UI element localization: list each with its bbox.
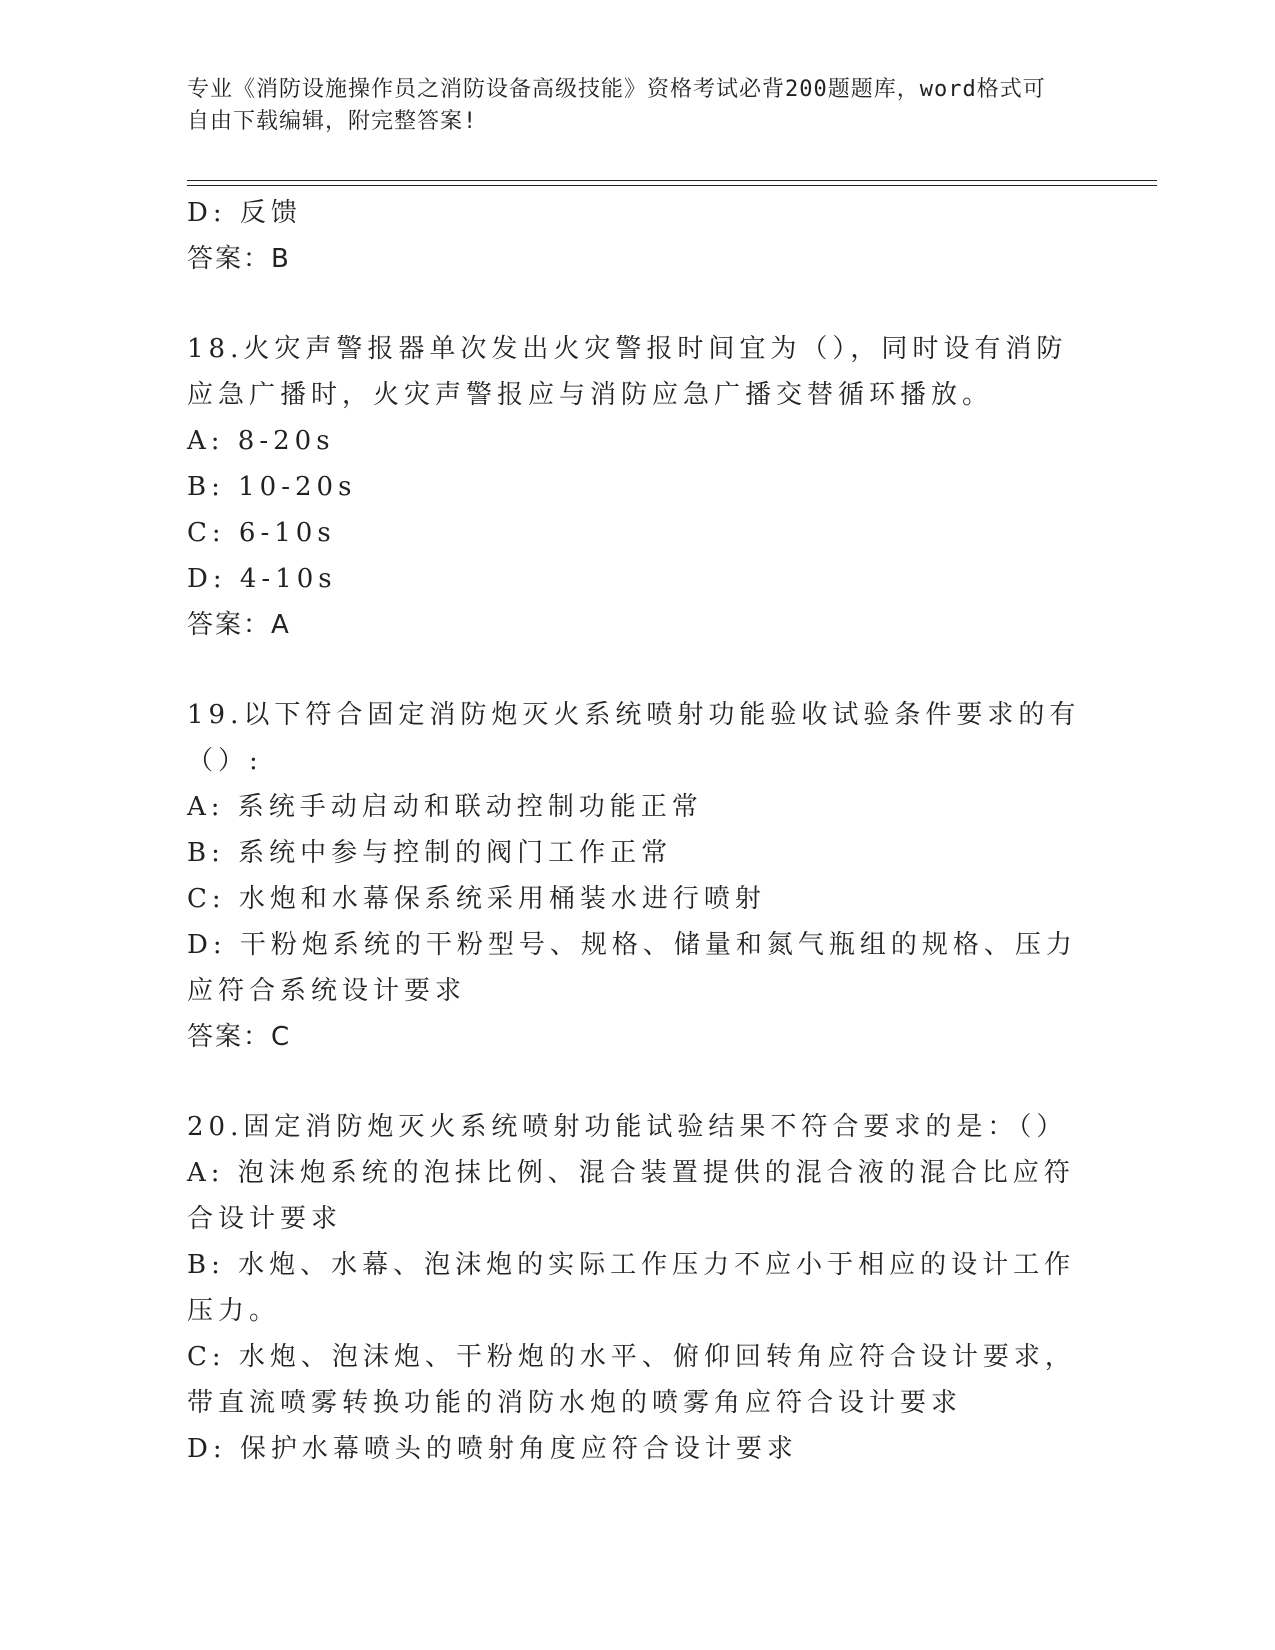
q20-option-c: C: 水炮、泡沫炮、干粉炮的水平、俯仰回转角应符合设计要求，带直流喷雾转换功能的消防水炮的喷雾角应符合设计要求 <box>187 1342 1076 1418</box>
q20-option-a: A: 泡沫炮系统的泡抹比例、混合装置提供的混合液的混合比应符合设计要求 <box>187 1158 1075 1234</box>
page-header: 专业《消防设施操作员之消防设备高级技能》资格考试必背200题题库，word格式可自由下载编辑，附完整答案! <box>187 77 1046 134</box>
q17-answer: 答案：B <box>187 244 291 274</box>
q17-option-d: D: 反馈 <box>187 198 302 228</box>
q18-option-d: D: 4-10s <box>187 564 337 594</box>
q18-option-b: B: 10-20s <box>187 472 357 502</box>
q19-stem: 19.以下符合固定消防炮灭火系统喷射功能验收试验条件要求的有（）: <box>187 700 1081 776</box>
q20-option-d: D: 保护水幕喷头的喷射角度应符合设计要求 <box>187 1434 798 1464</box>
q19-option-b: B: 系统中参与控制的阀门工作正常 <box>187 838 673 868</box>
q18-option-c: C: 6-10s <box>187 518 336 548</box>
q20-option-b: B: 水炮、水幕、泡沫炮的实际工作压力不应小于相应的设计工作压力。 <box>187 1250 1076 1326</box>
question-content <box>187 190 1087 1472</box>
q18-stem: 18.火灾声警报器单次发出火灾警报时间宜为（），同时设有消防应急广播时，火灾声警报应与消防应急广播交替循环播放。 <box>187 334 1068 410</box>
q19-option-d: D: 干粉炮系统的干粉型号、规格、储量和氮气瓶组的规格、压力应符合系统设计要求 <box>187 930 1077 1006</box>
q19-option-a: A: 系统手动启动和联动控制功能正常 <box>187 792 703 822</box>
q19-option-c: C: 水炮和水幕保系统采用桶装水进行喷射 <box>187 884 766 914</box>
q18-answer: 答案：A <box>187 610 291 640</box>
q20-stem: 20.固定消防炮灭火系统喷射功能试验结果不符合要求的是：（） <box>187 1112 1068 1142</box>
question-gap <box>187 648 1087 692</box>
header-rule-top <box>187 180 1157 181</box>
question-gap <box>187 1060 1087 1104</box>
header-rule-bottom <box>187 185 1157 186</box>
q19-answer: 答案：C <box>187 1022 292 1052</box>
question-gap <box>187 282 1087 326</box>
q18-option-a: A: 8-20s <box>187 426 335 456</box>
